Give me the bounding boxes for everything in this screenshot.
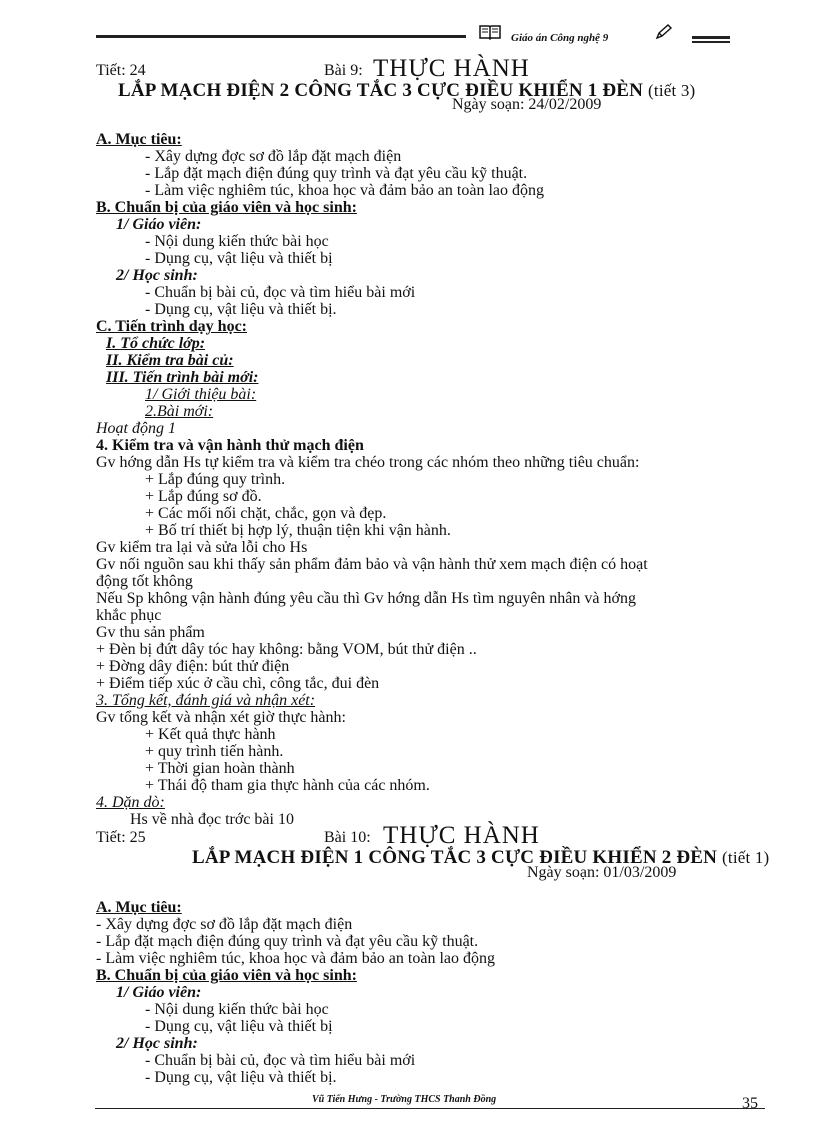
lesson-title-2: THỰC HÀNH <box>383 822 540 849</box>
text-line: + Thời gian hoàn thành <box>145 760 295 777</box>
lesson-prefix: Bài 9: <box>324 62 363 79</box>
prep-date-2: Ngày soạn: 01/03/2009 <box>527 864 677 881</box>
lesson-heading-2 <box>192 847 769 869</box>
text-line: - Làm việc nghiêm túc, khoa học và đảm bảo an toàn lao động <box>145 182 544 199</box>
text-line: Gv kiểm tra lại và sửa lỗi cho Hs <box>96 539 308 556</box>
text-line: 1/ Giới thiệu bài: <box>145 386 257 403</box>
text-line: - Dụng cụ, vật liệu và thiết bị. <box>145 1069 337 1086</box>
text-line: I. Tổ chức lớp: <box>106 335 206 352</box>
lesson-heading-suffix-2: (tiết 1) <box>722 848 770 867</box>
text-line: Nếu Sp không vận hành đúng yêu cầu thì Gv hớng dẫn Hs tìm nguyên nhân và hớng <box>96 590 636 607</box>
footer-rule <box>95 1108 765 1109</box>
footer-author: Vũ Tiến Hưng - Trường THCS Thanh Đồng <box>312 1094 497 1105</box>
text-line: 2.Bài mới: <box>145 403 214 420</box>
text-line: Gv nối nguồn sau khi thấy sản phẩm đảm bảo và vận hành thử xem mạch điện có hoạt <box>96 556 648 573</box>
text-line: A. Mục tiêu: <box>96 899 182 916</box>
text-line: A. Mục tiêu: <box>96 131 182 148</box>
lesson-heading-text: LẮP MẠCH ĐIỆN 2 CÔNG TẮC 3 CỰC ĐIỀU KHIỂN 1 ĐÈN <box>118 80 644 101</box>
lesson-heading <box>118 80 695 102</box>
header-rule-left <box>96 35 466 38</box>
text-line: + Điểm tiếp xúc ở cầu chì, công tắc, đui đèn <box>96 675 380 692</box>
text-line: + Đờng dây điện: bút thử điện <box>96 658 290 675</box>
text-line: động tốt không <box>96 573 193 590</box>
text-line: - Nội dung kiến thức bài học <box>145 233 329 250</box>
text-line: - Dụng cụ, vật liệu và thiết bị <box>145 250 333 267</box>
text-line: + Các mối nối chặt, chắc, gọn và đẹp. <box>145 505 387 522</box>
text-line: 1/ Giáo viên: <box>116 984 202 1001</box>
text-line: + Đèn bị đứt dây tóc hay không: bằng VOM, bút thử điện .. <box>96 641 477 658</box>
text-line: + Thái độ tham gia thực hành của các nhóm. <box>145 777 430 794</box>
text-line: B. Chuẩn bị của giáo viên và học sinh: <box>96 967 357 984</box>
text-line: II. Kiểm tra bài củ: <box>106 352 234 369</box>
lesson-heading-suffix: (tiết 3) <box>648 81 696 100</box>
page-number: 35 <box>742 1095 758 1112</box>
period-label: Tiết: 24 <box>96 62 146 79</box>
text-line: - Xây dựng đợc sơ đồ lắp đặt mạch điện <box>96 916 353 933</box>
text-line: Gv tổng kết và nhận xét giờ thực hành: <box>96 709 346 726</box>
text-line: - Làm việc nghiêm túc, khoa học và đảm bảo an toàn lao động <box>96 950 495 967</box>
text-line: + Kết quả thực hành <box>145 726 276 743</box>
header-title: Giáo án Công nghệ 9 <box>511 32 609 44</box>
text-line: - Nội dung kiến thức bài học <box>145 1001 329 1018</box>
text-line: B. Chuẩn bị của giáo viên và học sinh: <box>96 199 357 216</box>
text-line: - Dụng cụ, vật liệu và thiết bị. <box>145 301 337 318</box>
book-icon <box>479 24 501 45</box>
text-line: + Bố trí thiết bị hợp lý, thuận tiện khi vận hành. <box>145 522 451 539</box>
lesson-heading-text-2: LẮP MẠCH ĐIỆN 1 CÔNG TẮC 3 CỰC ĐIỀU KHIỂN 2 ĐÈN <box>192 847 718 868</box>
text-line: - Lắp đặt mạch điện đúng quy trình và đạt yêu cầu kỹ thuật. <box>145 165 528 182</box>
text-line: + quy trình tiến hành. <box>145 743 284 760</box>
text-line: Gv thu sản phẩm <box>96 624 205 641</box>
text-line: - Lắp đặt mạch điện đúng quy trình và đạt yêu cầu kỹ thuật. <box>96 933 479 950</box>
text-line: - Dụng cụ, vật liệu và thiết bị <box>145 1018 333 1035</box>
text-line: - Chuẩn bị bài củ, đọc và tìm hiểu bài mới <box>145 284 416 301</box>
text-line: C. Tiến trình dạy học: <box>96 318 247 335</box>
text-line: 3. Tổng kết, đánh giá và nhận xét: <box>96 692 316 709</box>
text-line: - Chuẩn bị bài củ, đọc và tìm hiểu bài mới <box>145 1052 416 1069</box>
prep-date: Ngày soạn: 24/02/2009 <box>452 96 602 113</box>
lesson-title: THỰC HÀNH <box>373 55 530 82</box>
text-line: 4. Kiểm tra và vận hành thử mạch điện <box>96 437 364 454</box>
text-line: - Xây dựng đợc sơ đồ lắp đặt mạch điện <box>145 148 402 165</box>
pen-icon <box>655 24 673 45</box>
text-line: 4. Dặn dò: <box>96 794 165 811</box>
period-label-2: Tiết: 25 <box>96 829 146 846</box>
text-line: + Lắp đúng quy trình. <box>145 471 286 488</box>
text-line: Hoạt động 1 <box>96 420 176 437</box>
text-line: + Lắp đúng sơ đồ. <box>145 488 262 505</box>
text-line: 2/ Học sinh: <box>116 1035 198 1052</box>
text-line: Gv hớng dẫn Hs tự kiểm tra và kiểm tra chéo trong các nhóm theo những tiêu chuẩn: <box>96 454 640 471</box>
lesson-prefix-2: Bài 10: <box>324 829 371 846</box>
text-line: 2/ Học sinh: <box>116 267 198 284</box>
text-line: khắc phục <box>96 607 162 624</box>
text-line: III. Tiến trình bài mới: <box>106 369 259 386</box>
header-rule-right <box>692 36 730 39</box>
text-line: 1/ Giáo viên: <box>116 216 202 233</box>
header-rule-right-2 <box>692 41 730 43</box>
text-line: Hs về nhà đọc trớc bài 10 <box>130 811 294 828</box>
